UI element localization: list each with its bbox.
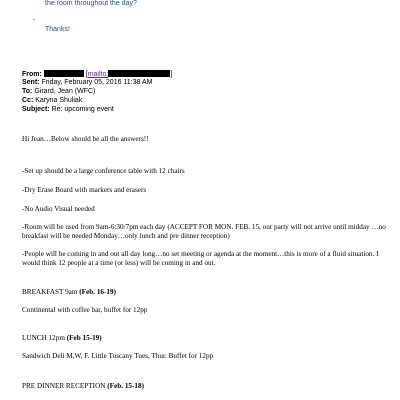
paragraph-attendees: -People will be coming in and out all day long…no set meeting or agenda at the moment…this is more of a fluid situation. I would think 12 people at a time (or less) will be coming in and out.	[22, 250, 379, 267]
header-sent	[22, 79, 152, 86]
mailto-close: ]	[170, 71, 173, 78]
lunch-dates: (Feb 15-19)	[66, 334, 102, 342]
breakfast-dates: (Feb. 16-19)	[79, 288, 116, 296]
sent-label: Sent:	[22, 79, 40, 86]
from-label: From:	[22, 71, 42, 78]
subject-label: Subject:	[22, 106, 50, 113]
header-subject	[22, 106, 114, 113]
paragraph-whiteboard: -Dry Erase Board with markers and erasers	[22, 186, 147, 194]
lunch-description: Sandwich Deli M,W, F. Little Tuscany Tues, Thur. Buffet for 12pp	[22, 352, 214, 360]
cc-label: Cc:	[22, 97, 34, 104]
header-from	[22, 70, 172, 78]
greeting: Hi Jean…Below should be all the answers!!	[22, 135, 149, 143]
lunch-heading	[22, 334, 394, 343]
reception-dates: (Feb. 15-18)	[107, 382, 144, 390]
paragraph-setup: -Set up should be a large conference table with 12 chairs	[22, 167, 185, 175]
mailto-open: [	[85, 71, 88, 78]
redacted-sender-email	[108, 70, 173, 78]
quoted-line: the room throughout the day?	[45, 0, 137, 7]
reception-heading	[22, 382, 394, 391]
mailto-link[interactable]: mailto:	[87, 71, 109, 78]
quoted-thanks: Thanks!	[45, 26, 70, 33]
lunch-title: LUNCH 12pm	[22, 334, 67, 342]
breakfast-heading	[22, 288, 394, 297]
quoted-bullet: -	[33, 17, 36, 24]
subject-value: Re: upcoming event	[51, 106, 114, 113]
breakfast-title: BREAKFAST 9am	[22, 288, 80, 296]
header-to	[22, 88, 95, 95]
breakfast-description: Continental with coffee bar, buffet for 12pp	[22, 306, 148, 314]
to-label: To:	[22, 88, 33, 95]
paragraph-av: -No Audio Visual needed	[22, 205, 95, 213]
sent-value: Friday, February 05, 2016 11:38 AM	[41, 79, 153, 86]
reception-title: PRE DINNER RECEPTION	[22, 382, 108, 390]
header-cc	[22, 97, 82, 104]
to-value: Girard, Jean (WFC)	[34, 88, 96, 95]
redacted-sender-name	[44, 70, 84, 77]
paragraph-room-hours: -Room will be used from 9am-6:30/7pm each day (ACCEPT FOR MON. FEB. 15, our party will not arrive until midday …no breakfast will be needed Monday…only lunch and pre dinner reception)	[22, 223, 386, 240]
cc-value: Karyna Shuliak	[35, 97, 83, 104]
